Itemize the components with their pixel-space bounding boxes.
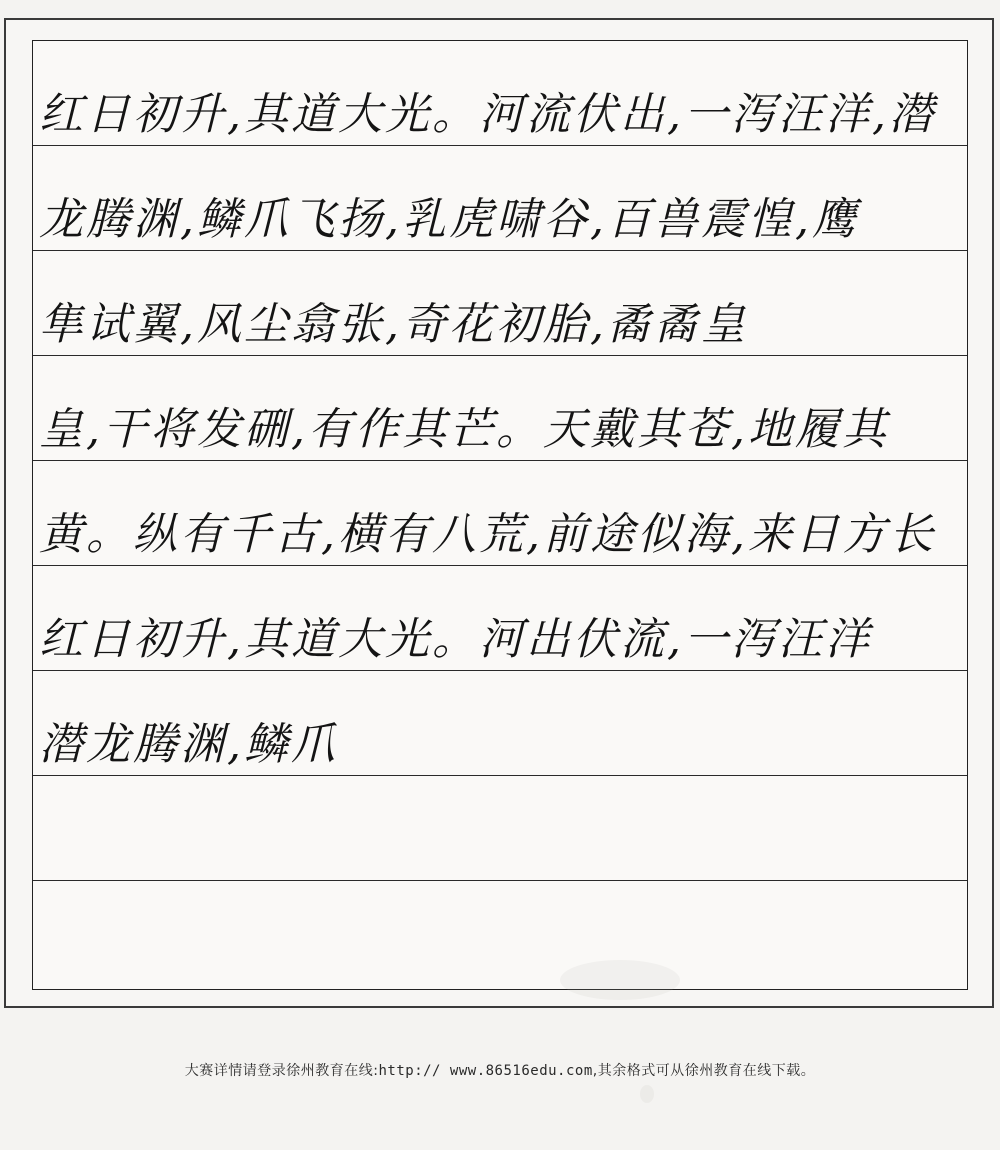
paper-smudge (640, 1085, 654, 1103)
handwritten-text: 潜龙腾渊,鳞爪 (39, 719, 338, 770)
writing-line (33, 251, 967, 356)
writing-line (33, 566, 967, 671)
footer-note (0, 1060, 1000, 1080)
handwritten-text: 红日初升,其道大光。河出伏流,一泻汪洋 (39, 614, 872, 665)
handwritten-text: 龙腾渊,鳞爪飞扬,乳虎啸谷,百兽震惶,鹰 (39, 194, 859, 245)
writing-line (33, 146, 967, 251)
writing-line (33, 776, 967, 881)
writing-line (33, 881, 967, 986)
footer-suffix: ,其余格式可从徐州教育在线下载。 (592, 1063, 816, 1079)
writing-sheet (32, 40, 968, 990)
writing-line (33, 356, 967, 461)
writing-line (33, 461, 967, 566)
handwritten-text: 皇,干将发硎,有作其芒。天戴其苍,地履其 (39, 404, 889, 455)
paper-smudge (560, 960, 680, 1000)
writing-line (33, 671, 967, 776)
handwritten-text: 红日初升,其道大光。河流伏出,一泻汪洋,潜 (39, 89, 936, 140)
writing-line (33, 41, 967, 146)
footer-url: http:// www.86516edu.com (378, 1063, 593, 1079)
handwritten-text: 黄。纵有千古,横有八荒,前途似海,来日方长 (39, 509, 936, 560)
handwritten-text: 隼试翼,风尘翕张,奇花初胎,矞矞皇 (39, 299, 748, 350)
footer-prefix: 大赛详情请登录徐州教育在线: (184, 1063, 379, 1079)
